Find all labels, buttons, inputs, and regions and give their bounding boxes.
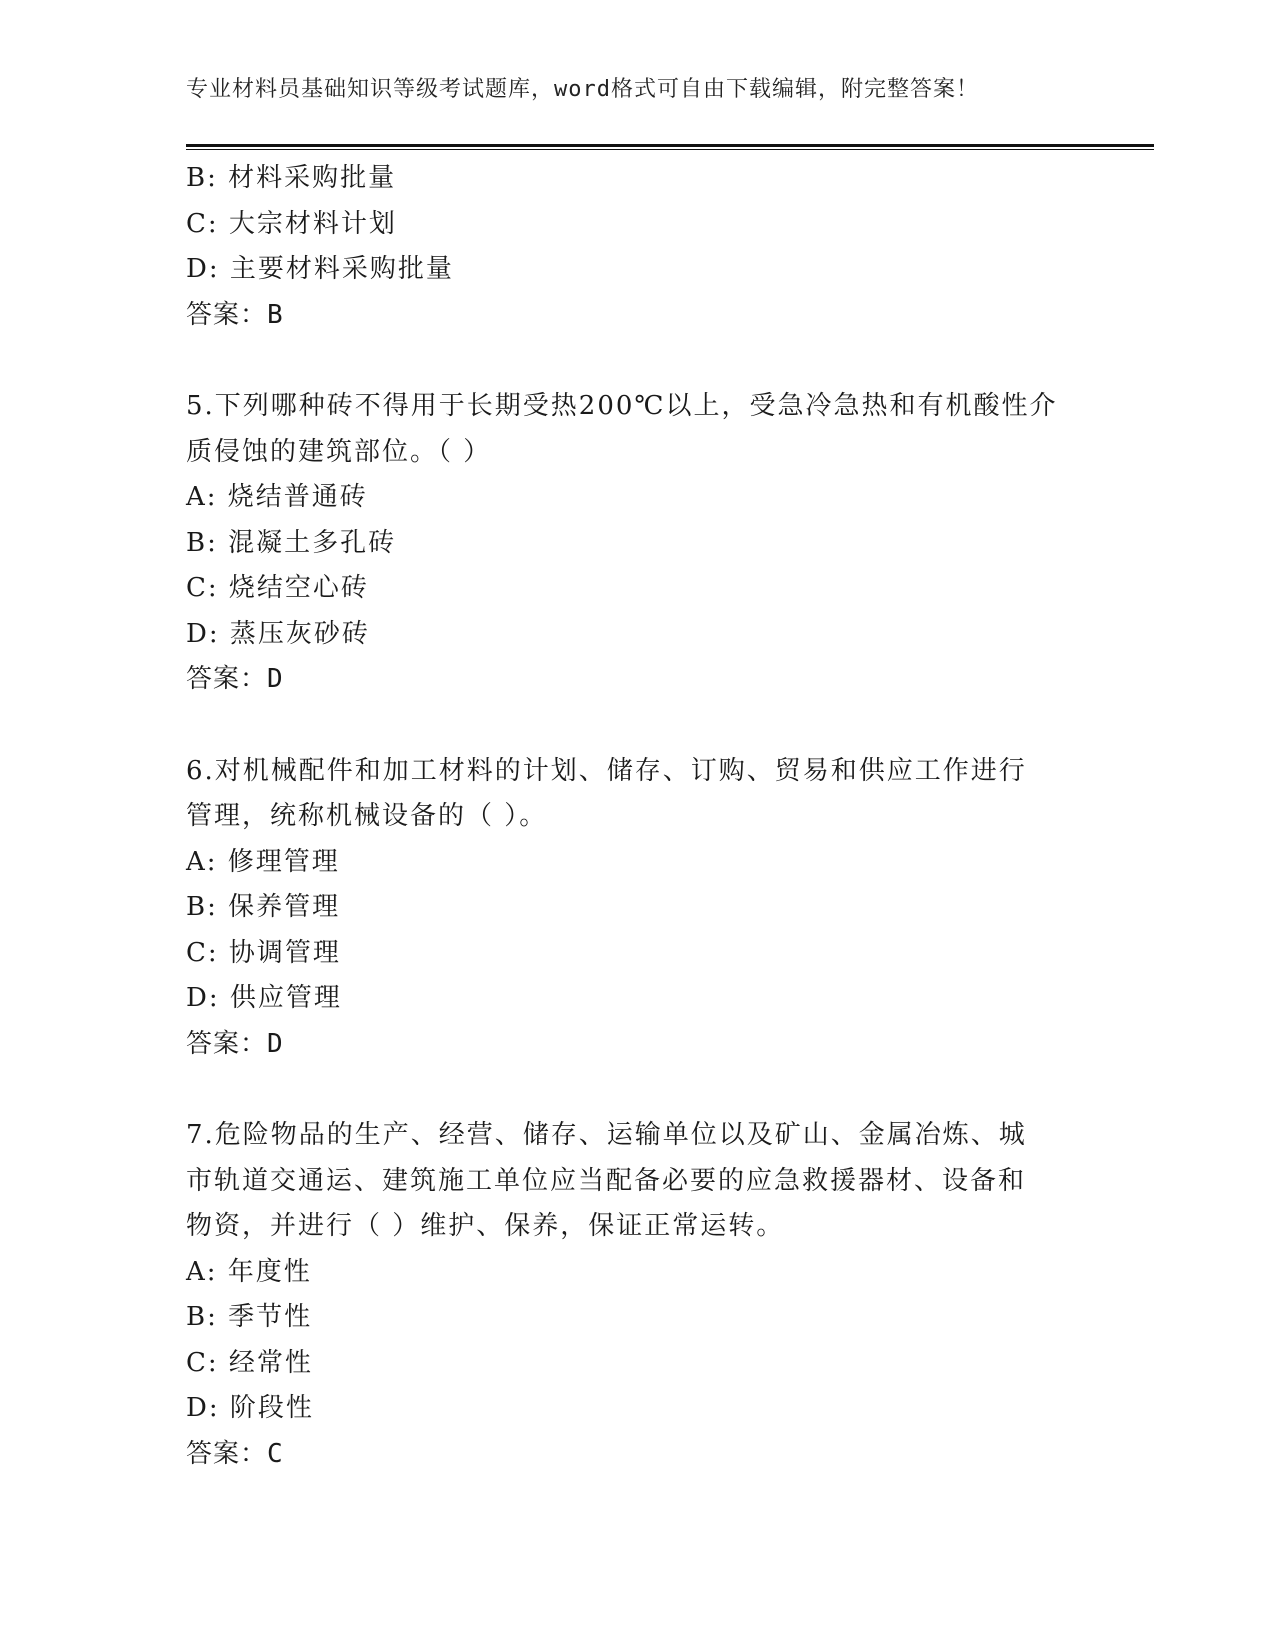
option-b: B: 季节性 [186, 1302, 313, 1332]
question-7 [186, 1113, 1086, 1477]
question-stem-line: 物资，并进行（ ）维护、保养，保证正常运转。 [186, 1211, 785, 1241]
answer-line: 答案：B [186, 299, 284, 330]
answer-line: 答案：C [186, 1438, 284, 1469]
option-d: D: 阶段性 [186, 1393, 314, 1423]
header-rule-thick [186, 144, 1154, 147]
option-d: D: 主要材料采购批量 [186, 254, 454, 284]
answer-line: 答案：D [186, 1028, 284, 1059]
question-stem-line: 管理，统称机械设备的（ ）。 [186, 801, 548, 831]
option-a: A: 年度性 [186, 1256, 312, 1287]
question-stem-line: 6.对机械配件和加工材料的计划、储存、订购、贸易和供应工作进行 [186, 755, 1027, 786]
partial-question [186, 156, 1086, 338]
question-stem-line: 市轨道交通运、建筑施工单位应当配备必要的应急救援器材、设备和 [186, 1165, 1027, 1196]
option-c: C: 烧结空心砖 [186, 573, 369, 603]
option-d: D: 供应管理 [186, 983, 342, 1013]
question-stem-line: 质侵蚀的建筑部位。（ ） [186, 436, 492, 467]
option-a: A: 烧结普通砖 [186, 482, 368, 512]
option-b: B: 材料采购批量 [186, 163, 397, 193]
option-c: C: 协调管理 [186, 937, 341, 968]
option-c: C: 经常性 [186, 1347, 313, 1378]
option-c: C: 大宗材料计划 [186, 208, 397, 239]
option-a: A: 修理管理 [186, 846, 340, 877]
question-5 [186, 384, 1086, 703]
question-content [186, 156, 1086, 1477]
question-stem-line: 7.危险物品的生产、经营、储存、运输单位以及矿山、金属冶炼、城 [186, 1120, 1027, 1150]
answer-line: 答案：D [186, 664, 284, 694]
header-rule-thin [186, 149, 1154, 150]
option-b: B: 保养管理 [186, 892, 341, 922]
question-6 [186, 749, 1086, 1068]
page-header: 专业材料员基础知识等级考试题库，word格式可自由下载编辑，附完整答案！ [186, 77, 979, 102]
option-b: B: 混凝土多孔砖 [186, 527, 397, 558]
option-d: D: 蒸压灰砂砖 [186, 618, 370, 649]
question-stem-line: 5.下列哪种砖不得用于长期受热200℃以上，受急冷急热和有机酸性介 [186, 391, 1058, 421]
